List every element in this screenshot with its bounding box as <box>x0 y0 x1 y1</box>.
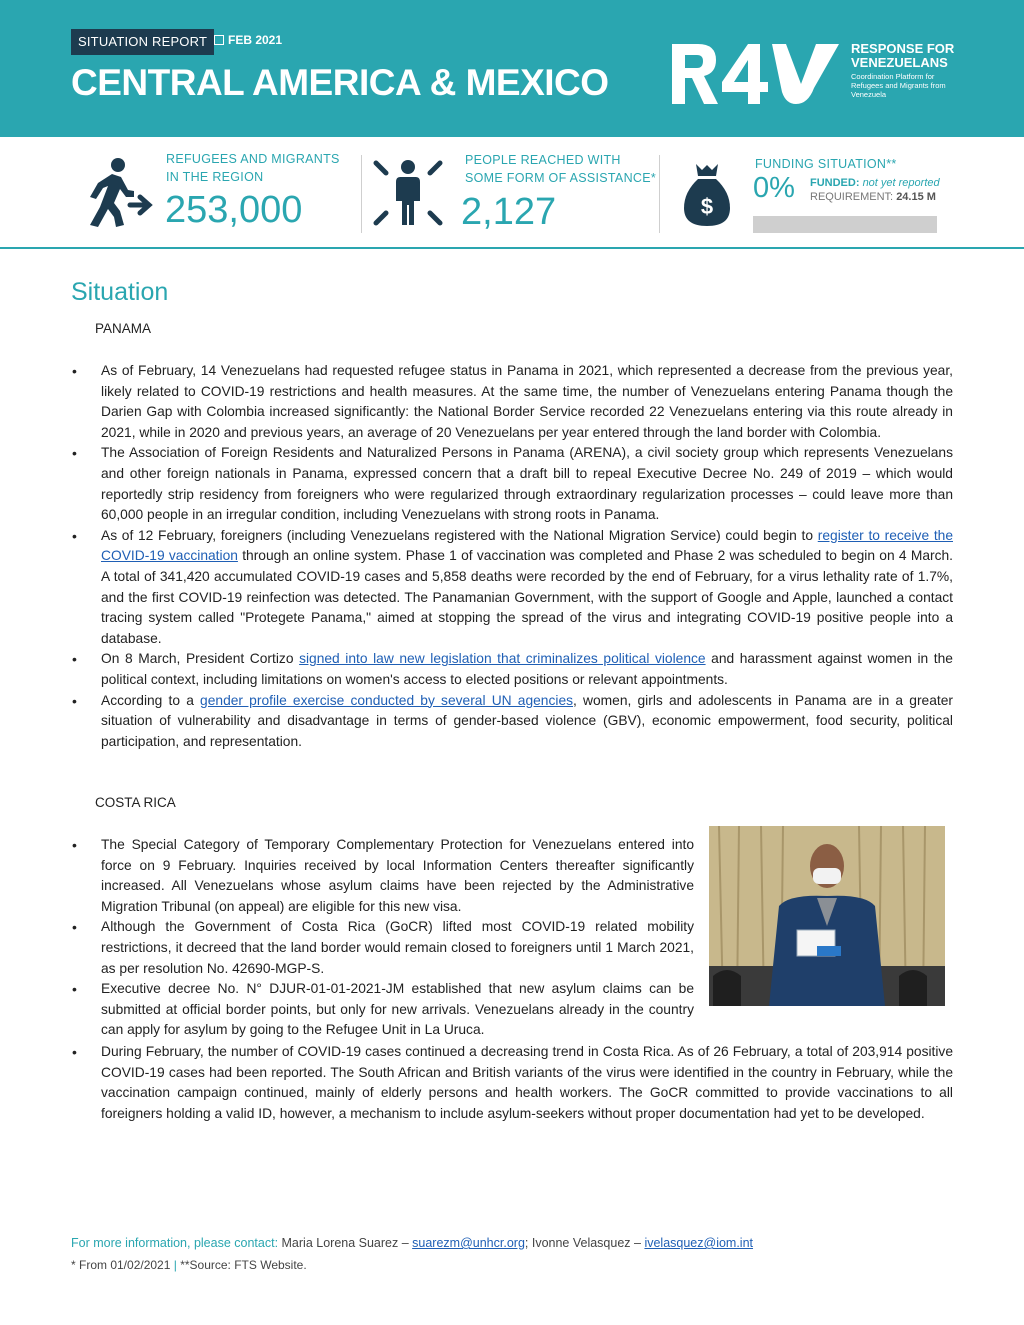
requirement-value: 24.15 M <box>896 191 936 203</box>
footnote-2: **Source: FTS Website. <box>176 1258 307 1272</box>
stat-refugees-label: REFUGEES AND MIGRANTS IN THE REGION <box>166 152 340 184</box>
report-date <box>214 33 282 47</box>
country-heading-costa-rica: COSTA RICA <box>95 795 176 810</box>
political-violence-law-link[interactable]: signed into law new legislation that criminalizes political violence <box>299 651 706 667</box>
logo-subtitle: Coordination Platform for Refugees and Migrants from Venezuela <box>851 72 946 99</box>
money-bag-icon <box>682 162 732 228</box>
report-date-text: FEB 2021 <box>228 33 283 47</box>
footnote-1: * From 01/02/2021 <box>71 1258 174 1272</box>
panama-bullets <box>70 361 953 752</box>
stat-reached-value: 2,127 <box>461 191 557 233</box>
contact-name-1: Maria Lorena Suarez – <box>278 1236 413 1250</box>
footnotes <box>71 1258 307 1272</box>
stat-funding-percent: 0% <box>753 172 795 204</box>
bullet-text: On 8 March, President Cortizo <box>101 651 300 667</box>
logo-line-2: VENEZUELANS <box>851 55 948 70</box>
costa-rica-bullets-wide <box>70 1042 953 1124</box>
contact-info <box>71 1236 753 1250</box>
list-item: • Although the Government of Costa Rica (GoCR) lifted most COVID-19 related mobility restrictions, it decreed that the land border would remain closed to foreigners until 1 March 2021, as per resolution No. 42690-MGP-S. <box>70 917 694 979</box>
page-title: CENTRAL AMERICA & MEXICO <box>71 62 609 103</box>
section-title-situation: Situation <box>71 278 169 306</box>
stat-funding-label: FUNDING SITUATION** <box>755 157 897 171</box>
bullet-text: and harassment against women in the political context, including limitations on women's access to elected positions or relevant appointments. <box>101 651 953 687</box>
person-assistance-icon <box>370 155 446 231</box>
svg-text:$: $ <box>700 194 714 219</box>
bullet-text: According to a <box>101 692 201 708</box>
list-item: • Executive decree No. N° DJUR-01-01-2021-JM established that new asylum claims can be submitted at official border points, but only for new arrivals. Venezuelans already in the country can apply for asylum by going to the Refugee Unit in La Uruca. <box>70 979 694 1041</box>
funded-value: not yet reported <box>862 177 940 189</box>
list-item <box>70 526 953 650</box>
stat-reached <box>362 137 658 248</box>
list-item: • The Special Category of Temporary Complementary Protection for Venezuelans entered into force on 9 February. Inquiries received by local Information Centers thereafter significantly increased. All Venezuelans whose asylum claims have been rejected by the Administrative Migration Tribunal (on appeal) are eligible for this new visa. <box>70 835 694 917</box>
gender-profile-link[interactable]: gender profile exercise conducted by several UN agencies <box>200 692 574 708</box>
requirement <box>810 191 936 203</box>
list-item: • As of February, 14 Venezuelans had requested refugee status in Panama in 2021, which represented a decrease from the previous year, likely related to COVID-19 restrictions and health measures. At the same time, the number of Venezuelans entering Panama though the Darien Gap with Colombia increased significantly: the National Border Service recorded 22 Venezuelans entering via this route already in 2021, while in 2020 and previous years, an average of 20 Venezuelans per year entered through the land border with Colombia. <box>70 361 953 443</box>
report-type-tag: SITUATION REPORT <box>71 29 214 55</box>
list-item: • During February, the number of COVID-19 cases continued a decreasing trend in Costa Rica. As of 26 February, a total of 203,914 positive COVID-19 cases had been reported. The South African and British variants of the virus were identified in the country in February, while the vaccination campaign continued, mainly of elderly persons and health workers. The GoCR committed to provide vaccinations to all foreigners holding a valid ID, however, a mechanism to include asylum-seekers without proper documentation had yet to be developed. <box>70 1042 953 1124</box>
stat-refugees-value: 253,000 <box>165 189 303 231</box>
country-heading-panama: PANAMA <box>95 321 152 336</box>
logo-tagline <box>851 42 954 99</box>
email-link-suarezm[interactable]: suarezm@unhcr.org <box>412 1236 525 1250</box>
report-header <box>0 0 1024 137</box>
list-item <box>70 691 953 753</box>
r4v-logo <box>668 40 843 108</box>
vaccination-registration-link[interactable]: register to receive the COVID-19 vaccination <box>101 527 953 564</box>
email-link-ivelasquez[interactable]: ivelasquez@iom.int <box>644 1236 754 1250</box>
header-divider <box>0 247 1024 249</box>
logo-line-1: RESPONSE FOR <box>851 41 955 56</box>
person-walking-arrow-icon <box>76 157 156 229</box>
stat-reached-label: PEOPLE REACHED WITH SOME FORM OF ASSISTANCE* <box>465 153 657 185</box>
requirement-label: REQUIREMENT: <box>810 191 894 203</box>
bullet-text: through an online system. Phase 1 of vaccination was completed and Phase 2 was scheduled to begin on 4 March. A total of 341,420 accumulated COVID-19 cases and 5,858 deaths were recorded by the end of February, for a virus lethality rate of 1.7%, and the first COVID-19 reinfection was detected. The Panamanian Government, with the support of Google and Apple, launched a contact tracing system called "Protegete Panama," aimed at stopping the spread of the virus and integrating COVID-19 positive people into a database. <box>101 548 953 646</box>
funded-label: FUNDED: <box>810 177 860 189</box>
contact-label: For more information, please contact: <box>71 1236 279 1250</box>
contact-name-2: ; Ivonne Velasquez – <box>524 1236 645 1250</box>
stat-refugees <box>0 137 360 248</box>
calendar-icon <box>214 35 224 45</box>
footnote-separator: | <box>173 1258 177 1272</box>
costa-rica-bullets-narrow <box>70 835 694 1041</box>
funding-progress-bar <box>753 216 937 233</box>
list-item: • The Association of Foreign Residents and Naturalized Persons in Panama (ARENA), a civil society group which represents Venezuelans and other foreign nationals in Panama, expressed concern that a draft bill to repeal Executive Decree No. 249 of 2019 – which would reportedly strip residency from foreigners who were regularized through extraordinary regularization processes – could leave more than 60,000 people in an irregular condition, including Venezuelans with strong roots in Panama. <box>70 443 953 525</box>
bullet-text: , women, girls and adolescents in Panama are in a greater situation of vulnerability and disadvantage in terms of gender-based violence (GBV), economic empowerment, food security, political participation, and representation. <box>101 692 953 749</box>
bullet-text: As of 12 February, foreigners (including Venezuelans registered with the National Migration Service) could begin to <box>101 527 818 543</box>
funded-status <box>810 177 940 189</box>
photo-man-with-document <box>709 826 945 1006</box>
list-item <box>70 649 953 690</box>
